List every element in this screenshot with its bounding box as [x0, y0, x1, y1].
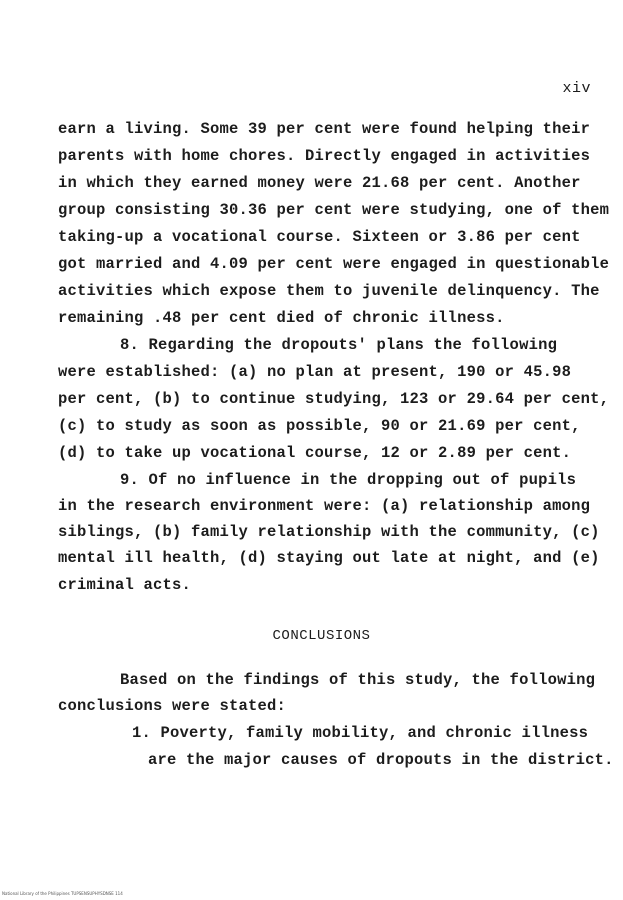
page-number: xiv [562, 80, 591, 97]
paragraph-line: (d) to take up vocational course, 12 or 2.89 per cent. [58, 444, 572, 462]
paragraph-line: conclusions were stated: [58, 697, 287, 715]
paragraph-line: remaining .48 per cent died of chronic illness. [58, 309, 505, 327]
footer-stamp: National Library of the Philippines TUPSENSUPHYSDNSE 114 [2, 891, 123, 896]
list-item-line: 1. Poverty, family mobility, and chronic illness [132, 724, 589, 742]
paragraph-line: 9. Of no influence in the dropping out of pupils [120, 471, 577, 489]
section-heading: CONCLUSIONS [272, 628, 371, 644]
paragraph-line: taking-up a vocational course. Sixteen or 3.86 per cent [58, 228, 581, 246]
paragraph-line: mental ill health, (d) staying out late at night, and (e) [58, 549, 600, 567]
paragraph-line: in the research environment were: (a) relationship among [58, 497, 591, 515]
paragraph-line: siblings, (b) family relationship with the community, (c) [58, 523, 600, 541]
paragraph-line: per cent, (b) to continue studying, 123 or 29.64 per cent, [58, 390, 610, 408]
paragraph-line: in which they earned money were 21.68 per cent. Another [58, 174, 581, 192]
paragraph-line: were established: (a) no plan at present, 190 or 45.98 [58, 363, 572, 381]
paragraph-line: (c) to study as soon as possible, 90 or 21.69 per cent, [58, 417, 581, 435]
paragraph-line: criminal acts. [58, 576, 192, 594]
paragraph-line: got married and 4.09 per cent were engaged in questionable [58, 255, 610, 273]
paragraph-line: parents with home chores. Directly engaged in activities [58, 147, 591, 165]
paragraph-line: 8. Regarding the dropouts' plans the following [120, 336, 558, 354]
paragraph-line: activities which expose them to juvenile delinquency. The [58, 282, 600, 300]
list-item-line: are the major causes of dropouts in the district. [148, 751, 614, 769]
paragraph-line: earn a living. Some 39 per cent were found helping their [58, 120, 591, 138]
paragraph-line: Based on the findings of this study, the following [120, 671, 596, 689]
paragraph-line: group consisting 30.36 per cent were studying, one of them [58, 201, 610, 219]
